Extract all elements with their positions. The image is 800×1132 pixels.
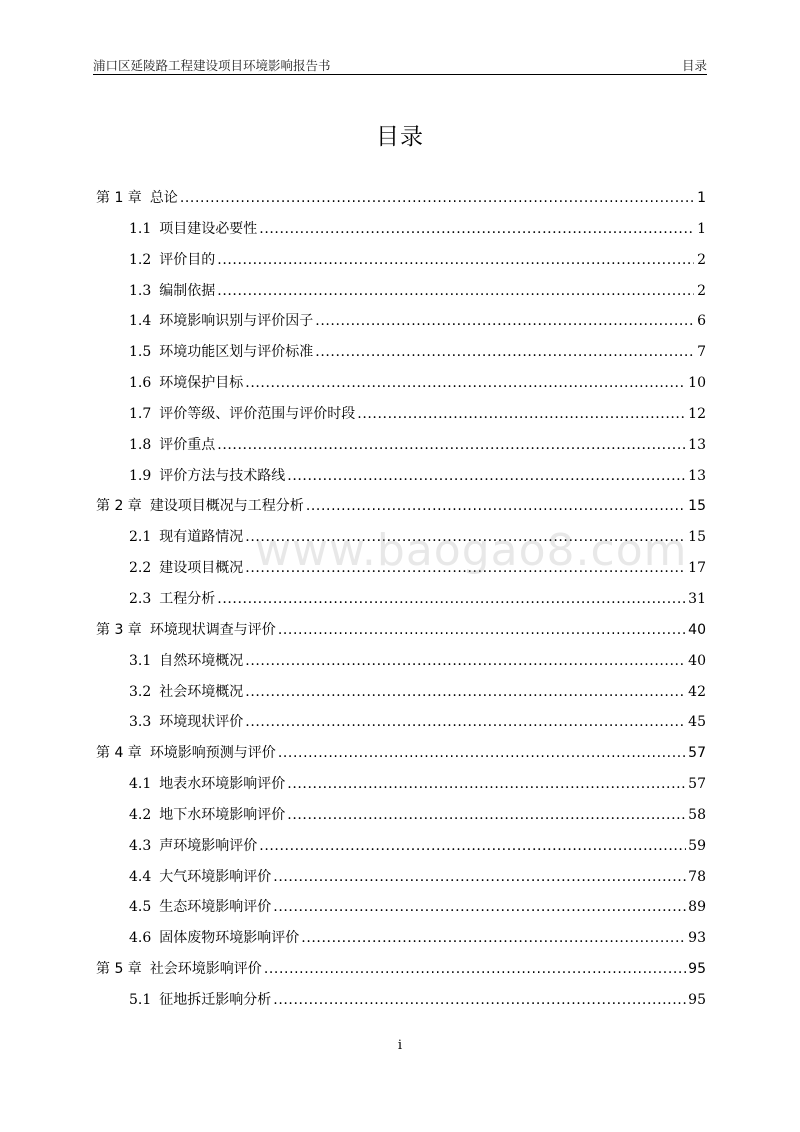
toc-chapter-entry[interactable] [96, 954, 706, 985]
toc-dot-leader [273, 892, 686, 923]
toc-dot-leader [264, 954, 686, 985]
toc-entry-page: 89 [688, 899, 706, 916]
toc-entry-number: 1.6 [129, 375, 152, 392]
toc-section-entry[interactable] [96, 306, 706, 337]
toc-entry-page: 7 [697, 344, 706, 361]
toc-entry-page: 40 [688, 652, 706, 669]
toc-entry-number: 第 4 章 [96, 745, 142, 762]
toc-entry-title: 社会环境概况 [159, 683, 244, 700]
toc-entry-page: 12 [688, 405, 706, 422]
toc-section-entry[interactable] [96, 831, 706, 862]
toc-chapter-entry[interactable] [96, 183, 706, 214]
toc-entry-title: 建设项目概况与工程分析 [149, 498, 304, 515]
toc-dot-leader [287, 769, 686, 800]
toc-entry-number: 3.1 [129, 652, 152, 669]
toc-entry-number: 3.3 [129, 714, 152, 731]
table-of-contents [96, 183, 706, 1016]
toc-entry-number: 1.2 [129, 251, 152, 268]
toc-entry-number: 第 3 章 [96, 621, 142, 638]
toc-entry-number: 2.2 [129, 560, 152, 577]
toc-entry-number: 1.1 [129, 220, 152, 237]
toc-entry-number: 5.1 [129, 991, 152, 1008]
header-section-label: 目录 [681, 58, 707, 73]
toc-dot-leader [245, 522, 686, 553]
toc-dot-leader [357, 399, 686, 430]
toc-dot-leader [245, 646, 686, 677]
toc-dot-leader [315, 306, 694, 337]
toc-entry-title: 环境功能区划与评价标准 [159, 344, 314, 361]
toc-chapter-entry[interactable] [96, 738, 706, 769]
toc-entry-number: 3.2 [129, 683, 152, 700]
toc-section-entry[interactable] [96, 707, 706, 738]
toc-dot-leader [245, 553, 686, 584]
toc-entry-number: 4.2 [129, 806, 152, 823]
toc-entry-title: 环境保护目标 [159, 375, 244, 392]
toc-entry-title: 征地拆迁影响分析 [159, 991, 272, 1008]
toc-entry-number: 4.1 [129, 776, 152, 793]
toc-dot-leader [287, 800, 686, 831]
toc-dot-leader [217, 245, 694, 276]
toc-entry-number: 1.5 [129, 344, 152, 361]
toc-section-entry[interactable] [96, 800, 706, 831]
toc-dot-leader [301, 923, 686, 954]
toc-entry-number: 4.4 [129, 868, 152, 885]
toc-section-entry[interactable] [96, 985, 706, 1016]
toc-dot-leader [259, 831, 686, 862]
toc-section-entry[interactable] [96, 399, 706, 430]
toc-entry-title: 工程分析 [159, 590, 216, 607]
toc-entry-title: 声环境影响评价 [159, 837, 258, 854]
page-number: i [397, 1038, 403, 1053]
toc-entry-title: 地下水环境影响评价 [159, 806, 286, 823]
page-title: 目录 [376, 124, 424, 150]
toc-entry-number: 4.3 [129, 837, 152, 854]
toc-entry-page: 78 [688, 868, 706, 885]
toc-section-entry[interactable] [96, 646, 706, 677]
toc-section-entry[interactable] [96, 430, 706, 461]
toc-section-entry[interactable] [96, 276, 706, 307]
toc-entry-title: 环境现状调查与评价 [149, 621, 276, 638]
toc-section-entry[interactable] [96, 337, 706, 368]
toc-entry-page: 15 [688, 498, 706, 515]
toc-entry-page: 1 [697, 190, 706, 206]
toc-dot-leader [245, 677, 686, 708]
toc-dot-leader [273, 862, 686, 893]
toc-section-entry[interactable] [96, 368, 706, 399]
toc-entry-page: 95 [688, 991, 706, 1008]
toc-entry-title: 建设项目概况 [159, 560, 244, 577]
toc-entry-title: 环境影响识别与评价因子 [159, 313, 314, 330]
toc-entry-number: 1.4 [129, 313, 152, 330]
toc-dot-leader [259, 214, 694, 245]
toc-entry-title: 编制依据 [159, 282, 216, 299]
toc-entry-number: 第 2 章 [96, 498, 142, 515]
toc-dot-leader [278, 738, 686, 769]
toc-dot-leader [315, 337, 694, 368]
page-header [93, 54, 707, 74]
toc-section-entry[interactable] [96, 769, 706, 800]
toc-entry-page: 59 [688, 837, 706, 854]
toc-dot-leader [278, 615, 686, 646]
toc-entry-title: 环境影响预测与评价 [149, 745, 276, 762]
toc-entry-page: 13 [688, 467, 706, 484]
toc-dot-leader [245, 707, 686, 738]
toc-section-entry[interactable] [96, 923, 706, 954]
toc-entry-page: 2 [697, 282, 706, 299]
toc-entry-page: 42 [688, 683, 706, 700]
toc-entry-number: 2.3 [129, 590, 152, 607]
toc-entry-title: 现有道路情况 [159, 529, 244, 546]
toc-dot-leader [306, 491, 686, 522]
toc-entry-title: 评价目的 [159, 251, 216, 268]
header-rule [93, 74, 707, 75]
toc-section-entry[interactable] [96, 214, 706, 245]
toc-entry-number: 1.3 [129, 282, 152, 299]
toc-section-entry[interactable] [96, 461, 706, 492]
toc-entry-title: 固体废物环境影响评价 [159, 930, 300, 947]
toc-entry-title: 大气环境影响评价 [159, 868, 272, 885]
toc-dot-leader [217, 430, 686, 461]
toc-section-entry[interactable] [96, 522, 706, 553]
toc-entry-page: 6 [697, 313, 706, 330]
toc-dot-leader [273, 985, 686, 1016]
toc-entry-number: 1.7 [129, 405, 152, 422]
toc-entry-page: 1 [697, 220, 706, 237]
toc-entry-number: 第 1 章 [96, 190, 142, 206]
toc-entry-title: 地表水环境影响评价 [159, 776, 286, 793]
toc-entry-page: 13 [688, 436, 706, 453]
toc-entry-page: 40 [688, 621, 706, 638]
toc-entry-page: 15 [688, 529, 706, 546]
toc-entry-page: 45 [688, 714, 706, 731]
toc-entry-page: 57 [688, 745, 706, 762]
toc-section-entry[interactable] [96, 553, 706, 584]
toc-entry-number: 2.1 [129, 529, 152, 546]
toc-entry-number: 第 5 章 [96, 961, 142, 978]
toc-section-entry[interactable] [96, 677, 706, 708]
toc-chapter-entry[interactable] [96, 615, 706, 646]
toc-entry-page: 2 [697, 251, 706, 268]
toc-entry-title: 评价方法与技术路线 [159, 467, 286, 484]
toc-entry-title: 评价等级、评价范围与评价时段 [159, 405, 356, 422]
toc-dot-leader [245, 368, 686, 399]
toc-section-entry[interactable] [96, 892, 706, 923]
toc-entry-page: 58 [688, 806, 706, 823]
toc-entry-page: 57 [688, 776, 706, 793]
toc-entry-page: 10 [688, 375, 706, 392]
toc-entry-page: 17 [688, 560, 706, 577]
toc-chapter-entry[interactable] [96, 491, 706, 522]
toc-entry-title: 总论 [149, 190, 178, 206]
toc-section-entry[interactable] [96, 862, 706, 893]
toc-dot-leader [217, 584, 686, 615]
toc-entry-title: 评价重点 [159, 436, 216, 453]
toc-entry-page: 93 [688, 930, 706, 947]
watermark: www.baogao8.com [255, 525, 688, 576]
toc-dot-leader [287, 461, 686, 492]
toc-entry-page: 95 [688, 961, 706, 978]
toc-entry-title: 社会环境影响评价 [149, 961, 262, 978]
toc-section-entry[interactable] [96, 245, 706, 276]
toc-entry-title: 生态环境影响评价 [159, 899, 272, 916]
header-document-title: 浦口区延陵路工程建设项目环境影响报告书 [93, 58, 331, 73]
toc-entry-title: 自然环境概况 [159, 652, 244, 669]
toc-entry-page: 31 [688, 590, 706, 607]
toc-entry-title: 环境现状评价 [159, 714, 244, 731]
toc-entry-title: 项目建设必要性 [159, 220, 258, 237]
toc-entry-number: 4.6 [129, 930, 152, 947]
toc-entry-number: 1.9 [129, 467, 152, 484]
toc-section-entry[interactable] [96, 584, 706, 615]
toc-entry-number: 1.8 [129, 436, 152, 453]
toc-dot-leader [217, 276, 694, 307]
toc-dot-leader [180, 183, 694, 214]
toc-entry-number: 4.5 [129, 899, 152, 916]
